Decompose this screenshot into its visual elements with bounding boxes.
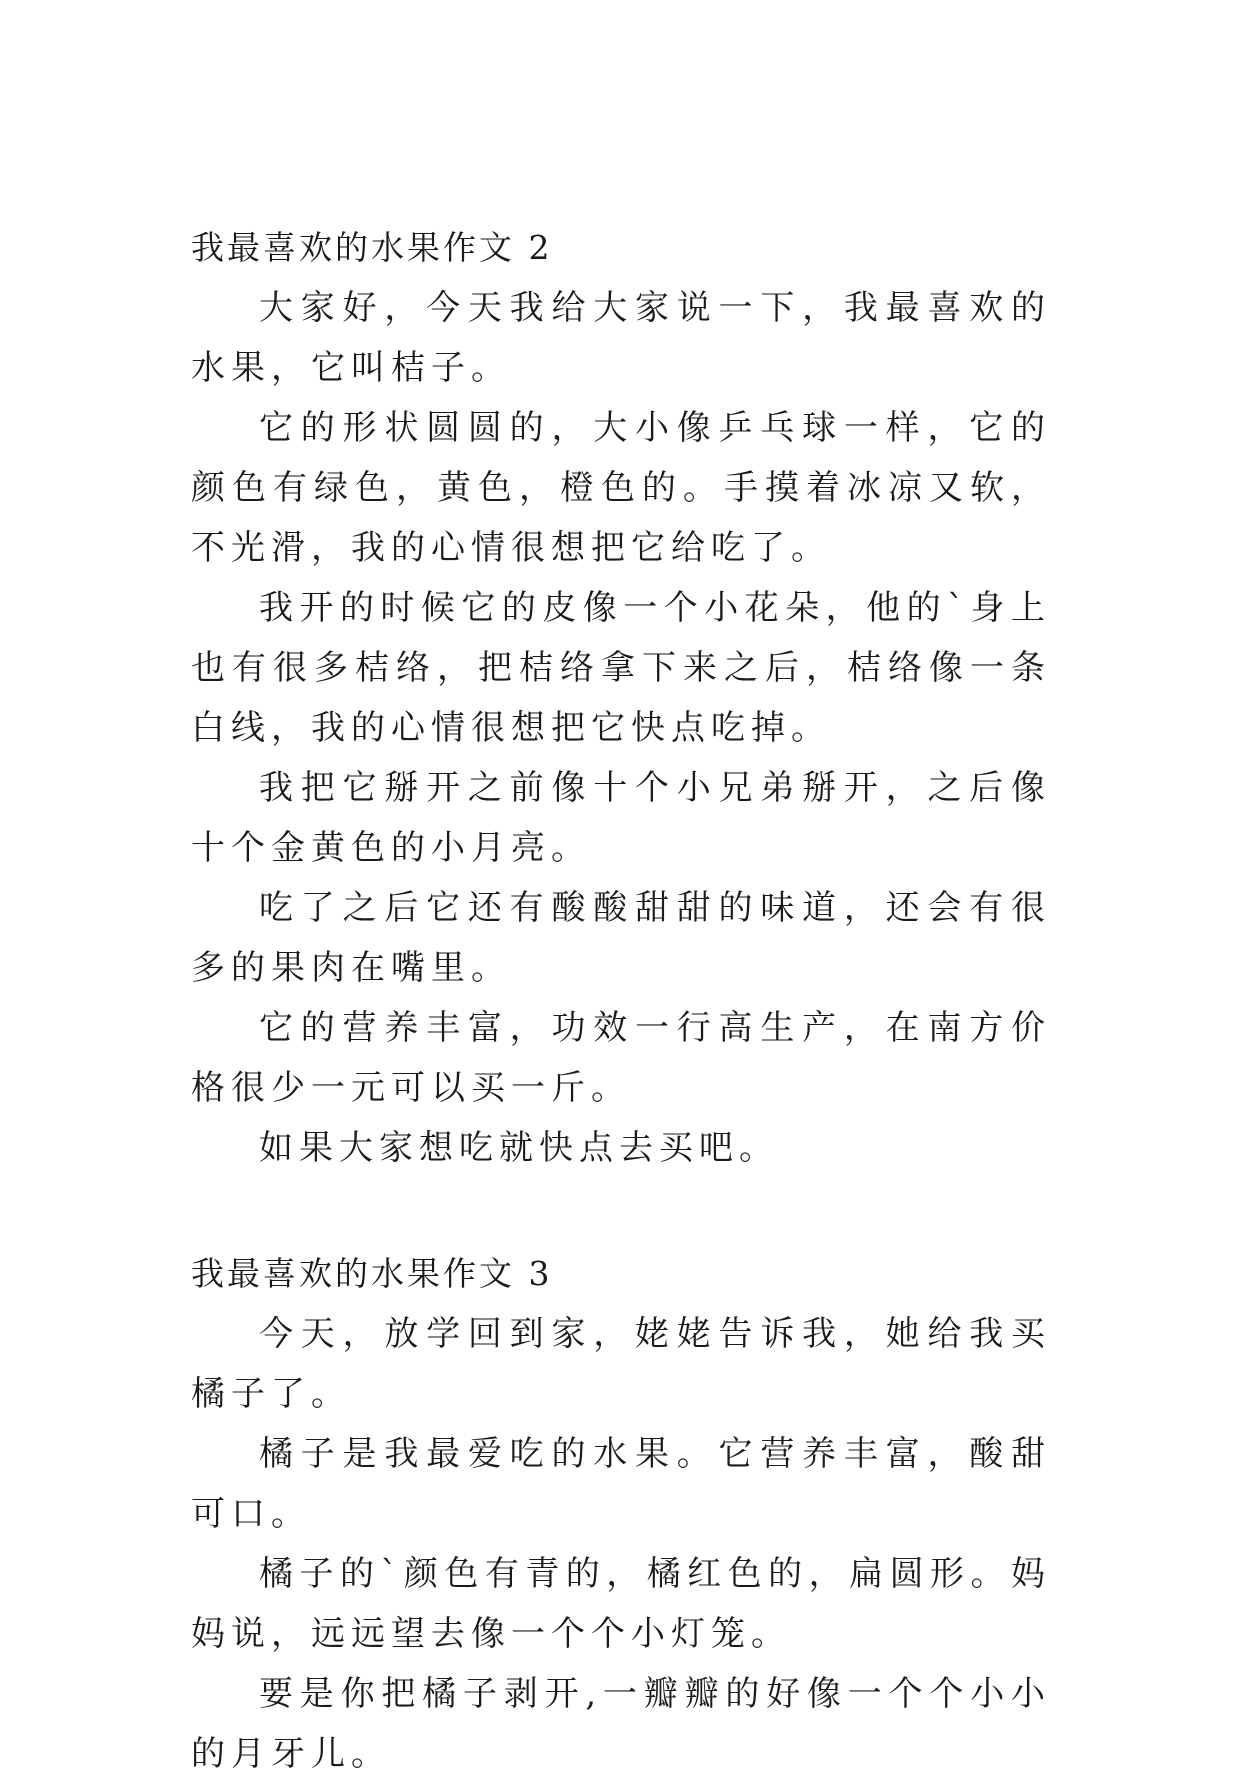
essay-section-3 xyxy=(191,1244,1051,1784)
paragraph: 大家好，今天我给大家说一下，我最喜欢的水果，它叫桔子。 xyxy=(191,288,1051,388)
section-spacer xyxy=(191,1178,1051,1244)
essay-title: 我最喜欢的水果作文 3 xyxy=(191,1254,553,1293)
paragraph: 橘子的`颜色有青的，橘红色的，扁圆形。妈妈说，远远望去像一个个小灯笼。 xyxy=(191,1554,1051,1654)
paragraph: 它的营养丰富，功效一行高生产，在南方价格很少一元可以买一斤。 xyxy=(191,1008,1051,1108)
paragraph: 它的形状圆圆的，大小像乒乓球一样，它的颜色有绿色，黄色，橙色的。手摸着冰凉又软，不光滑，我的心情很想把它给吃了。 xyxy=(191,408,1051,568)
paragraph: 我开的时候它的皮像一个小花朵，他的`身上也有很多桔络，把桔络拿下来之后，桔络像一条白线，我的心情很想把它快点吃掉。 xyxy=(191,588,1051,748)
document-body xyxy=(191,218,1051,1784)
paragraph: 今天，放学回到家，姥姥告诉我，她给我买橘子了。 xyxy=(191,1314,1051,1414)
paragraph: 要是你把橘子剥开,一瓣瓣的好像一个个小小的月牙儿。 xyxy=(191,1674,1051,1774)
paragraph: 橘子是我最爱吃的水果。它营养丰富，酸甜可口。 xyxy=(191,1434,1051,1534)
essay-title: 我最喜欢的水果作文 2 xyxy=(191,228,553,267)
paragraph: 如果大家想吃就快点去买吧。 xyxy=(259,1128,779,1168)
paragraph: 吃了之后它还有酸酸甜甜的味道，还会有很多的果肉在嘴里。 xyxy=(191,888,1051,988)
essay-section-2 xyxy=(191,218,1051,1178)
paragraph: 我把它掰开之前像十个小兄弟掰开，之后像十个金黄色的小月亮。 xyxy=(191,768,1051,868)
